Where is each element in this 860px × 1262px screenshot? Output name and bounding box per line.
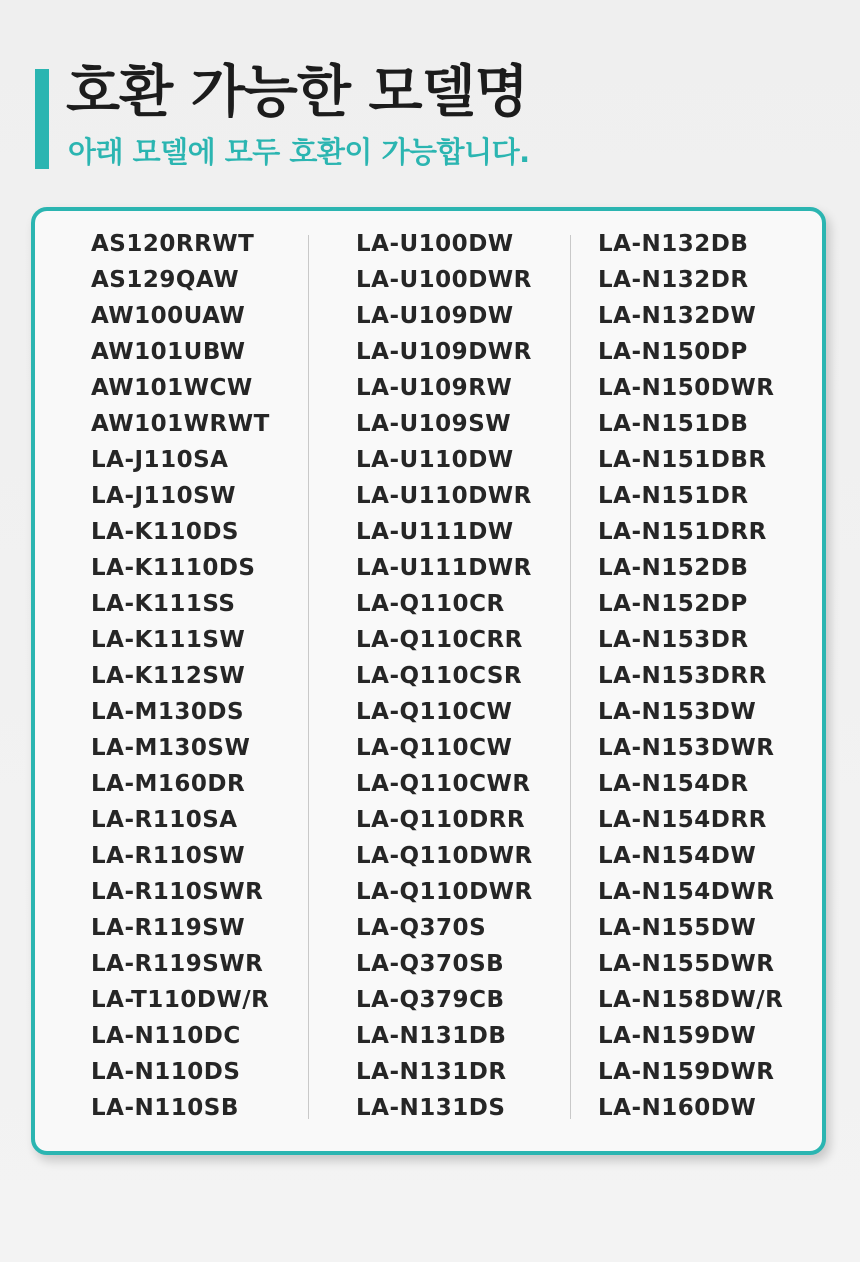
model-item: LA-N131DB	[356, 1023, 507, 1049]
model-item: LA-N153DW	[598, 699, 757, 725]
model-item: LA-Q110CR	[356, 591, 505, 617]
model-item: LA-U100DWR	[356, 267, 532, 293]
model-item: LA-N155DW	[598, 915, 757, 941]
model-item: LA-N153DR	[598, 627, 749, 653]
model-item: LA-R119SW	[91, 915, 246, 941]
model-item: LA-N153DWR	[598, 735, 775, 761]
model-item: LA-N153DRR	[598, 663, 767, 689]
model-item: LA-T110DW/R	[91, 987, 270, 1013]
column-divider	[308, 235, 309, 1119]
header-accent-bar	[35, 69, 49, 169]
model-item: LA-R110SW	[91, 843, 246, 869]
model-item: AW101UBW	[91, 339, 246, 365]
model-item: LA-K1110DS	[91, 555, 256, 581]
model-item: LA-M130SW	[91, 735, 251, 761]
model-item: LA-U109DW	[356, 303, 514, 329]
model-item: LA-N150DWR	[598, 375, 775, 401]
model-item: LA-Q110CWR	[356, 771, 531, 797]
column-divider	[570, 235, 571, 1119]
model-item: LA-N159DWR	[598, 1059, 775, 1085]
model-item: LA-U109RW	[356, 375, 513, 401]
model-item: LA-N151DB	[598, 411, 749, 437]
model-item: LA-N151DRR	[598, 519, 767, 545]
model-item: LA-R110SA	[91, 807, 238, 833]
model-item: LA-N154DW	[598, 843, 757, 869]
model-column-1	[91, 226, 270, 1126]
model-item: LA-N131DR	[356, 1059, 507, 1085]
model-item: LA-U110DW	[356, 447, 514, 473]
model-item: LA-U110DWR	[356, 483, 532, 509]
model-item: LA-N154DRR	[598, 807, 767, 833]
model-item: AS120RRWT	[91, 231, 255, 257]
model-item: LA-N152DP	[598, 591, 748, 617]
model-list-panel	[31, 207, 826, 1155]
model-item: LA-K112SW	[91, 663, 246, 689]
model-item: LA-N131DS	[356, 1095, 506, 1121]
model-column-2	[356, 226, 533, 1126]
model-item: LA-U111DW	[356, 519, 514, 545]
model-item: LA-K111SW	[91, 627, 246, 653]
model-item: LA-N154DWR	[598, 879, 775, 905]
model-item: LA-N110DS	[91, 1059, 241, 1085]
model-item: LA-N132DW	[598, 303, 757, 329]
page-title: 호환 가능한 모델명	[66, 60, 528, 125]
model-item: LA-N110SB	[91, 1095, 239, 1121]
model-item: LA-U111DWR	[356, 555, 532, 581]
model-item: AW101WRWT	[91, 411, 270, 437]
model-item: LA-Q110CW	[356, 699, 513, 725]
model-item: LA-R119SWR	[91, 951, 264, 977]
model-item: LA-Q110CRR	[356, 627, 523, 653]
model-item: LA-J110SW	[91, 483, 237, 509]
model-item: AS129QAW	[91, 267, 240, 293]
model-item: LA-N150DP	[598, 339, 748, 365]
model-item: LA-U109DWR	[356, 339, 532, 365]
model-item: LA-R110SWR	[91, 879, 264, 905]
model-item: AW100UAW	[91, 303, 246, 329]
model-item: LA-N132DB	[598, 231, 749, 257]
model-item: LA-N151DBR	[598, 447, 767, 473]
model-item: LA-N159DW	[598, 1023, 757, 1049]
model-item: LA-N152DB	[598, 555, 749, 581]
model-item: LA-Q110CW	[356, 735, 513, 761]
model-item: LA-N132DR	[598, 267, 749, 293]
model-item: LA-N160DW	[598, 1095, 757, 1121]
model-item: LA-Q370S	[356, 915, 487, 941]
model-item: LA-M160DR	[91, 771, 246, 797]
model-column-3	[598, 226, 783, 1126]
model-item: LA-U100DW	[356, 231, 514, 257]
model-item: AW101WCW	[91, 375, 253, 401]
model-item: LA-Q379CB	[356, 987, 505, 1013]
model-item: LA-N155DWR	[598, 951, 775, 977]
model-item: LA-Q110CSR	[356, 663, 523, 689]
model-item: LA-N154DR	[598, 771, 749, 797]
model-item: LA-Q110DRR	[356, 807, 526, 833]
model-item: LA-N110DC	[91, 1023, 241, 1049]
model-item: LA-Q110DWR	[356, 879, 533, 905]
model-item: LA-Q370SB	[356, 951, 505, 977]
page-subtitle: 아래 모델에 모두 호환이 가능합니다.	[68, 135, 530, 169]
model-item: LA-N158DW/R	[598, 987, 784, 1013]
model-item: LA-N151DR	[598, 483, 749, 509]
model-item: LA-K111SS	[91, 591, 236, 617]
model-item: LA-Q110DWR	[356, 843, 533, 869]
model-item: LA-J110SA	[91, 447, 229, 473]
model-item: LA-K110DS	[91, 519, 239, 545]
model-item: LA-M130DS	[91, 699, 245, 725]
model-item: LA-U109SW	[356, 411, 512, 437]
